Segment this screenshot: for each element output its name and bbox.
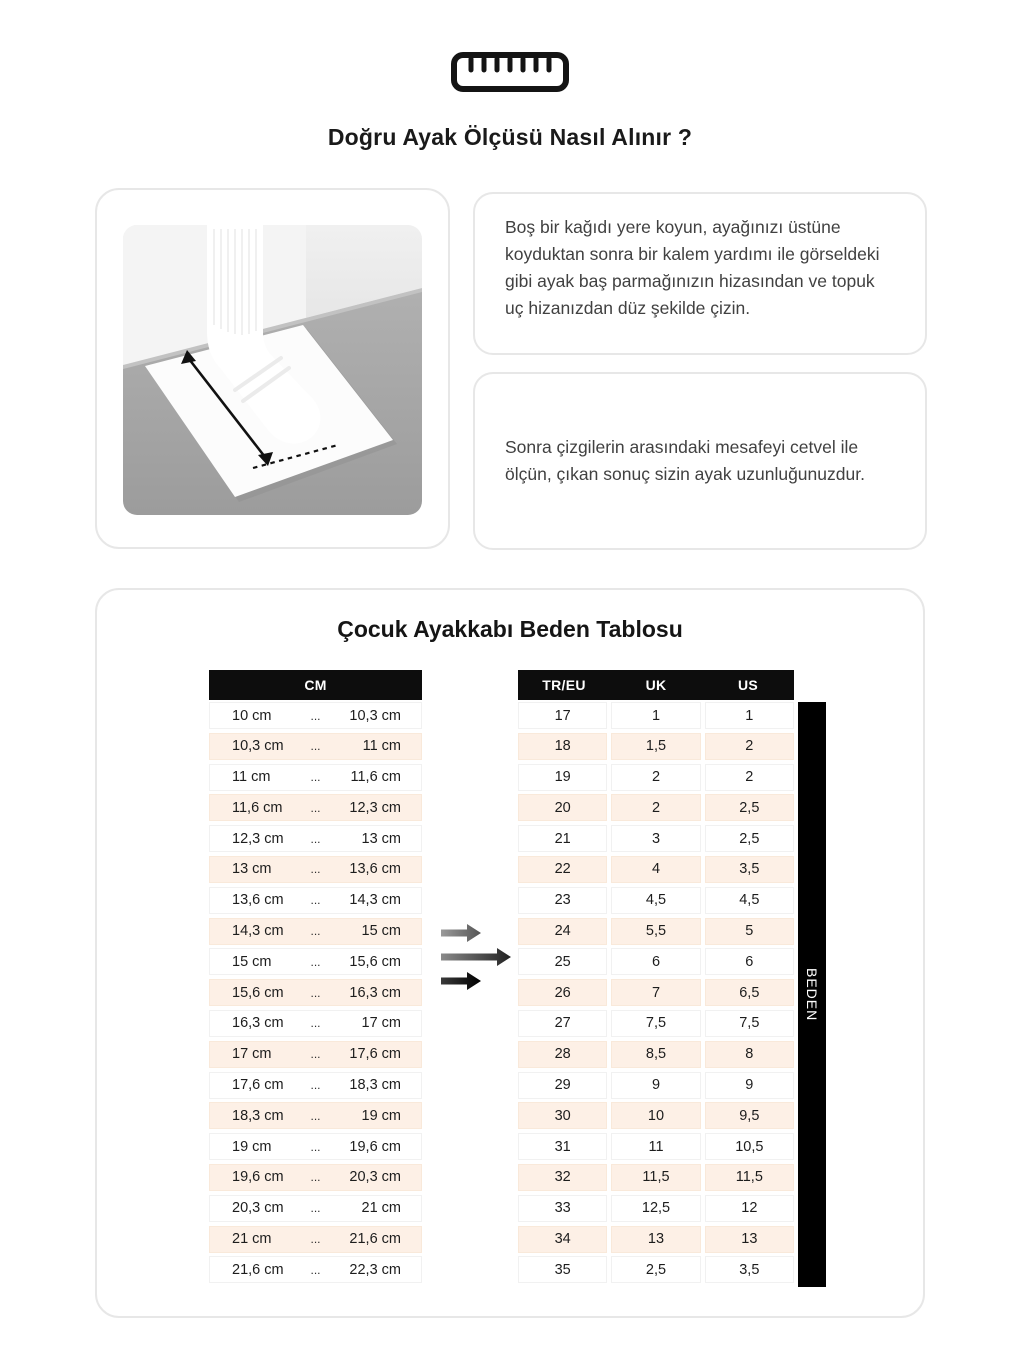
instruction-step-1-text: Boş bir kağıdı yere koyun, ayağınızı üstüne koyduktan sonra bir kalem yardımı ile görseldeki gibi ayak baş parmağınızın hizasından ve topuk uç hizanızdan düz şekilde çizin.	[505, 217, 880, 318]
cm-table-row	[209, 1010, 422, 1037]
range-separator: ...	[310, 1232, 321, 1247]
size-table-row	[518, 764, 794, 791]
range-separator: ...	[310, 1170, 321, 1185]
range-separator: ...	[310, 862, 321, 877]
range-separator: ...	[310, 924, 321, 939]
tr-eu-value: 31	[518, 1133, 607, 1160]
size-table-header	[518, 670, 794, 700]
instruction-step-2	[473, 372, 927, 550]
cm-from-value: 18,3 cm	[232, 1107, 284, 1124]
size-table-row	[518, 979, 794, 1006]
us-value: 2	[705, 733, 794, 760]
uk-value: 5,5	[611, 918, 700, 945]
uk-value: 3	[611, 825, 700, 852]
cm-to-value: 19 cm	[361, 1107, 401, 1124]
cm-table-row	[209, 764, 422, 791]
us-value: 2	[705, 764, 794, 791]
cm-to-value: 12,3 cm	[349, 799, 401, 816]
size-table-row	[518, 794, 794, 821]
cm-from-value: 17,6 cm	[232, 1077, 284, 1094]
uk-value: 7	[611, 979, 700, 1006]
range-separator: ...	[310, 739, 321, 754]
cm-table-row	[209, 887, 422, 914]
cm-table-row	[209, 1195, 422, 1222]
section-title: Çocuk Ayakkabı Beden Tablosu	[337, 616, 683, 642]
range-separator: ...	[310, 1016, 321, 1031]
us-value: 7,5	[705, 1010, 794, 1037]
cm-table-row	[209, 1226, 422, 1253]
tr-eu-value: 17	[518, 702, 607, 729]
range-separator: ...	[310, 1262, 321, 1277]
cm-table-row	[209, 979, 422, 1006]
uk-value: 2,5	[611, 1256, 700, 1283]
range-separator: ...	[310, 985, 321, 1000]
uk-value: 4,5	[611, 887, 700, 914]
size-table-row	[518, 1256, 794, 1283]
instruction-step-2-text: Sonra çizgilerin arasındaki mesafeyi cetvel ile ölçün, çıkan sonuç sizin ayak uzunluğunuzdur.	[505, 437, 865, 484]
page-title: Doğru Ayak Ölçüsü Nasıl Alınır ?	[327, 124, 693, 150]
cm-from-value: 15,6 cm	[232, 984, 284, 1001]
us-value: 13	[705, 1226, 794, 1253]
cm-range-table	[209, 670, 422, 1283]
cm-to-value: 15,6 cm	[349, 953, 401, 970]
international-size-table	[518, 670, 794, 1283]
range-separator: ...	[310, 831, 321, 846]
range-separator: ...	[310, 1201, 321, 1216]
cm-from-value: 21 cm	[232, 1231, 272, 1248]
cm-to-value: 13,6 cm	[349, 861, 401, 878]
size-table-row	[518, 1226, 794, 1253]
size-table-row	[518, 918, 794, 945]
tr-eu-value: 24	[518, 918, 607, 945]
cm-from-value: 17 cm	[232, 1046, 272, 1063]
us-value: 2,5	[705, 825, 794, 852]
cm-to-value: 21,6 cm	[349, 1231, 401, 1248]
cm-to-value: 17,6 cm	[349, 1046, 401, 1063]
cm-from-value: 10 cm	[232, 707, 272, 724]
uk-value: 4	[611, 856, 700, 883]
tr-eu-value: 30	[518, 1102, 607, 1129]
size-table-row	[518, 856, 794, 883]
tr-eu-value: 22	[518, 856, 607, 883]
cm-table-row	[209, 1256, 422, 1283]
cm-from-value: 13,6 cm	[232, 892, 284, 909]
foot-photo-card	[95, 188, 450, 549]
cm-to-value: 11 cm	[362, 738, 401, 755]
cm-to-value: 21 cm	[361, 1200, 401, 1217]
cm-table-row	[209, 948, 422, 975]
cm-from-value: 14,3 cm	[232, 923, 284, 940]
cm-table-row	[209, 856, 422, 883]
cm-table-row	[209, 1041, 422, 1068]
cm-from-value: 19,6 cm	[232, 1169, 284, 1186]
size-table-row	[518, 1010, 794, 1037]
uk-value: 13	[611, 1226, 700, 1253]
foot-on-paper-measurement-photo	[123, 225, 422, 515]
uk-value: 9	[611, 1072, 700, 1099]
uk-value: 11,5	[611, 1164, 700, 1191]
us-value: 10,5	[705, 1133, 794, 1160]
range-separator: ...	[310, 1108, 321, 1123]
uk-value: 2	[611, 794, 700, 821]
range-separator: ...	[310, 1139, 321, 1154]
us-value: 4,5	[705, 887, 794, 914]
us-value: 5	[705, 918, 794, 945]
tr-eu-value: 34	[518, 1226, 607, 1253]
size-table-row	[518, 733, 794, 760]
uk-value: 8,5	[611, 1041, 700, 1068]
size-table-row	[518, 1133, 794, 1160]
cm-table-header: CM	[209, 670, 422, 700]
range-separator: ...	[310, 1078, 321, 1093]
range-separator: ...	[310, 770, 321, 785]
instruction-step-1	[473, 192, 927, 355]
range-separator: ...	[310, 708, 321, 723]
tr-eu-value: 18	[518, 733, 607, 760]
size-table-row	[518, 825, 794, 852]
tr-eu-value: 35	[518, 1256, 607, 1283]
size-table-row	[518, 1041, 794, 1068]
beden-side-label: BEDEN	[804, 967, 820, 1022]
size-table-row	[518, 1102, 794, 1129]
us-value: 1	[705, 702, 794, 729]
tr-eu-value: 32	[518, 1164, 607, 1191]
cm-table-row	[209, 1102, 422, 1129]
size-table-row	[518, 1072, 794, 1099]
cm-table-row	[209, 733, 422, 760]
header-tr-eu: TR/EU	[542, 677, 586, 693]
cm-from-value: 12,3 cm	[232, 830, 284, 847]
cm-to-value: 17 cm	[361, 1015, 401, 1032]
size-table-row	[518, 702, 794, 729]
cm-to-value: 11,6 cm	[350, 769, 401, 786]
cm-to-value: 10,3 cm	[349, 707, 401, 724]
cm-to-value: 22,3 cm	[349, 1261, 401, 1278]
tr-eu-value: 21	[518, 825, 607, 852]
cm-to-value: 16,3 cm	[349, 984, 401, 1001]
uk-value: 11	[611, 1133, 700, 1160]
cm-to-value: 19,6 cm	[349, 1138, 401, 1155]
tr-eu-value: 27	[518, 1010, 607, 1037]
us-value: 11,5	[705, 1164, 794, 1191]
beden-side-bar	[798, 702, 826, 1287]
cm-table-row	[209, 794, 422, 821]
ruler-icon	[0, 50, 1020, 94]
cm-from-value: 11 cm	[232, 769, 271, 786]
range-separator: ...	[310, 954, 321, 969]
cm-to-value: 20,3 cm	[349, 1169, 401, 1186]
size-table-row	[518, 948, 794, 975]
uk-value: 10	[611, 1102, 700, 1129]
cm-from-value: 15 cm	[232, 953, 272, 970]
size-table-section	[95, 588, 925, 1318]
tr-eu-value: 25	[518, 948, 607, 975]
cm-to-value: 18,3 cm	[349, 1077, 401, 1094]
range-separator: ...	[310, 1047, 321, 1062]
cm-to-value: 15 cm	[361, 923, 401, 940]
us-value: 12	[705, 1195, 794, 1222]
cm-from-value: 20,3 cm	[232, 1200, 284, 1217]
uk-value: 6	[611, 948, 700, 975]
uk-value: 12,5	[611, 1195, 700, 1222]
cm-table-row	[209, 825, 422, 852]
tr-eu-value: 20	[518, 794, 607, 821]
tr-eu-value: 33	[518, 1195, 607, 1222]
uk-value: 1,5	[611, 733, 700, 760]
header-us: US	[737, 677, 759, 693]
uk-value: 7,5	[611, 1010, 700, 1037]
us-value: 6	[705, 948, 794, 975]
triple-right-arrows-icon	[439, 922, 513, 997]
range-separator: ...	[310, 893, 321, 908]
cm-from-value: 11,6 cm	[232, 799, 283, 816]
size-table-row	[518, 1164, 794, 1191]
us-value: 8	[705, 1041, 794, 1068]
us-value: 2,5	[705, 794, 794, 821]
size-table-row	[518, 1195, 794, 1222]
cm-table-row	[209, 918, 422, 945]
tr-eu-value: 26	[518, 979, 607, 1006]
cm-table-row	[209, 702, 422, 729]
cm-from-value: 21,6 cm	[232, 1261, 284, 1278]
us-value: 3,5	[705, 1256, 794, 1283]
cm-to-value: 14,3 cm	[349, 892, 401, 909]
us-value: 9	[705, 1072, 794, 1099]
tr-eu-value: 19	[518, 764, 607, 791]
uk-value: 2	[611, 764, 700, 791]
tr-eu-value: 28	[518, 1041, 607, 1068]
size-table-body	[518, 702, 794, 1283]
tr-eu-value: 23	[518, 887, 607, 914]
us-value: 3,5	[705, 856, 794, 883]
size-table-row	[518, 887, 794, 914]
uk-value: 1	[611, 702, 700, 729]
cm-table-row	[209, 1072, 422, 1099]
cm-from-value: 19 cm	[232, 1138, 272, 1155]
range-separator: ...	[310, 800, 321, 815]
cm-from-value: 10,3 cm	[232, 738, 284, 755]
cm-table-row	[209, 1164, 422, 1191]
cm-from-value: 13 cm	[232, 861, 272, 878]
us-value: 6,5	[705, 979, 794, 1006]
cm-table-row	[209, 1133, 422, 1160]
tr-eu-value: 29	[518, 1072, 607, 1099]
cm-table-body	[209, 702, 422, 1283]
us-value: 9,5	[705, 1102, 794, 1129]
cm-from-value: 16,3 cm	[232, 1015, 284, 1032]
cm-to-value: 13 cm	[361, 830, 401, 847]
header-uk: UK	[645, 677, 667, 693]
